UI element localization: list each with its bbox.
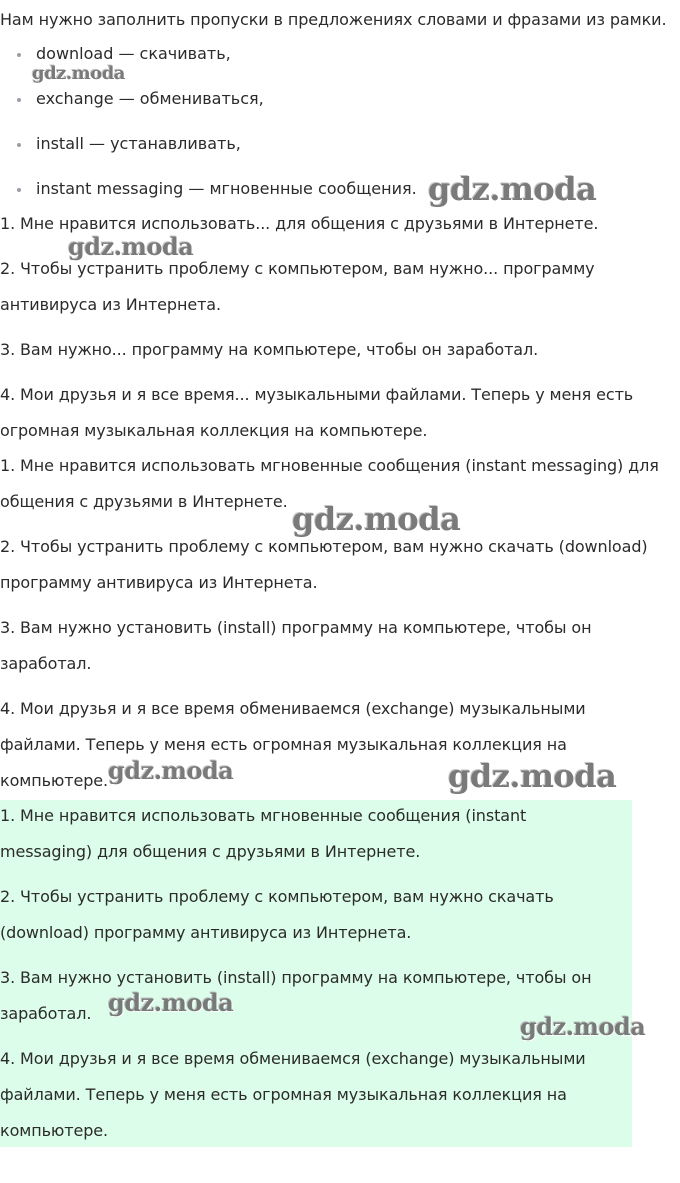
answer-line: 1. Мне нравится использовать мгновенные сообщения (instant messaging) для (0, 456, 659, 475)
answer-line: 2. Чтобы устранить проблему с компьютером, вам нужно скачать (download) (0, 537, 648, 556)
vocab-item-install (0, 134, 400, 154)
vocab-item-download (0, 44, 400, 64)
answer-line: заработал. (0, 654, 92, 673)
intro-text: Нам нужно заполнить пропуски в предложениях словами и фразами из рамки. (0, 10, 667, 29)
vocab-item-exchange (0, 89, 400, 109)
highlighted-answer-line: 2. Чтобы устранить проблему с компьютером, вам нужно скачать (0, 887, 554, 906)
highlighted-answer-line: messaging) для общения с друзьями в Интернете. (0, 842, 421, 861)
task-line: антивируса из Интернета. (0, 295, 221, 314)
highlighted-answer-line: компьютере. (0, 1121, 109, 1140)
bullet-dot (17, 143, 21, 147)
answer-line: общения с друзьями в Интернете. (0, 492, 288, 511)
watermark: gdz.moda (292, 500, 461, 538)
task-line: огромная музыкальная коллекция на компьютере. (0, 421, 428, 440)
answer-line: 3. Вам нужно установить (install) программу на компьютере, чтобы он (0, 618, 592, 637)
vocab-item-text: download — скачивать, (36, 44, 231, 63)
highlighted-answer-line: 3. Вам нужно установить (install) программу на компьютере, чтобы он (0, 968, 592, 987)
watermark: gdz.moda (520, 1012, 646, 1041)
task-line: 1. Мне нравится использовать... для общения с друзьями в Интернете. (0, 214, 599, 233)
task-line: 2. Чтобы устранить проблему с компьютером, вам нужно... программу (0, 259, 595, 278)
vocab-item-instant-messaging (0, 179, 500, 199)
highlighted-answer-line: 1. Мне нравится использовать мгновенные сообщения (instant (0, 806, 527, 825)
bullet-dot (17, 98, 21, 102)
vocab-item-text: exchange — обмениваться, (36, 89, 264, 108)
answer-line: файлами. Теперь у меня есть огромная музыкальная коллекция на (0, 735, 567, 754)
watermark: gdz.moda (108, 988, 234, 1017)
answer-line: программу антивируса из Интернета. (0, 573, 318, 592)
watermark: gdz.moda (108, 756, 234, 785)
bullet-dot (17, 53, 21, 57)
highlighted-answer-line: (download) программу антивируса из Интернета. (0, 923, 412, 942)
highlighted-answer-line: 4. Мои друзья и я все время обмениваемся (exchange) музыкальными (0, 1049, 586, 1068)
watermark: gdz.moda (32, 63, 125, 84)
bullet-dot (17, 188, 21, 192)
watermark: gdz.moda (68, 232, 194, 261)
highlighted-answer-line: заработал. (0, 1004, 92, 1023)
task-line: 4. Мои друзья и я все время... музыкальными файлами. Теперь у меня есть (0, 385, 634, 404)
watermark: gdz.moda (428, 170, 597, 208)
vocab-item-text: install — устанавливать, (36, 134, 241, 153)
vocab-item-text: instant messaging — мгновенные сообщения. (36, 179, 417, 198)
watermark: gdz.moda (448, 757, 617, 795)
answer-line: компьютере. (0, 771, 109, 790)
task-line: 3. Вам нужно... программу на компьютере, чтобы он заработал. (0, 340, 539, 359)
highlighted-answer-line: файлами. Теперь у меня есть огромная музыкальная коллекция на (0, 1085, 567, 1104)
answer-line: 4. Мои друзья и я все время обмениваемся (exchange) музыкальными (0, 699, 586, 718)
